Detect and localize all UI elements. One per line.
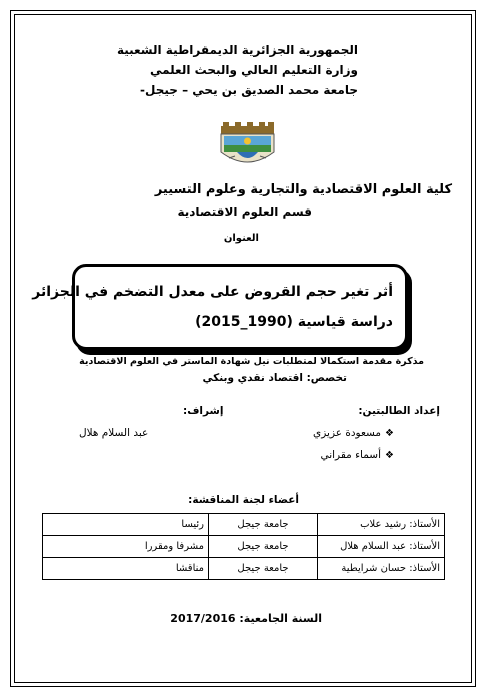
student-name: مسعودة عزيزي — [313, 427, 382, 439]
title-label: العنوان — [223, 233, 259, 244]
jury-member-role: رئيسا — [43, 514, 209, 536]
supervision-label: إشراف: — [183, 405, 224, 417]
student-item — [313, 427, 394, 439]
department-name: قسم العلوم الاقتصادية — [177, 205, 312, 219]
university-name: جامعة محمد الصديق بن يحي – جيجل- — [140, 83, 358, 97]
memo-description: مذكرة مقدمة استكمالا لمتطلبات نيل شهادة الماستر في العلوم الاقتصادية — [79, 356, 424, 367]
jury-label: أعضاء لجنة المناقشة: — [188, 494, 299, 506]
thesis-title-box — [32, 264, 408, 350]
institution-header — [118, 40, 358, 100]
student-item — [320, 449, 394, 461]
jury-member-university: جامعة جيجل — [209, 536, 318, 558]
supervisor-name: عبد السلام هلال — [79, 427, 149, 439]
faculty-name: كلية العلوم الاقتصادية والتجارية وعلوم التسيير — [154, 182, 452, 197]
jury-member-name: الأستاذ: عبد السلام هلال — [318, 536, 445, 558]
table-row — [43, 514, 445, 536]
jury-member-role: مناقشا — [43, 558, 209, 580]
specialization: تخصص: اقتصاد نقدي وبنكي — [202, 372, 347, 384]
table-row — [43, 536, 445, 558]
university-logo-icon — [215, 122, 280, 170]
jury-member-role: مشرفا ومقررا — [43, 536, 209, 558]
jury-member-university: جامعة جيجل — [209, 514, 318, 536]
jury-member-name: الأستاذ: رشيد علاب — [318, 514, 445, 536]
prepared-by-label: إعداد الطالبتين: — [358, 405, 440, 417]
thesis-subtitle: دراسة قياسية (1990_2015) — [195, 314, 393, 330]
jury-table — [42, 513, 445, 580]
ministry-name: وزارة التعليم العالي والبحث العلمي — [149, 63, 358, 77]
bullet-icon: ❖ — [385, 450, 394, 461]
jury-member-university: جامعة جيجل — [209, 558, 318, 580]
thesis-title: أثر تغير حجم القروض على معدل التضخم في الجزائر — [32, 284, 393, 300]
jury-member-name: الأستاذ: حسان شرايطية — [318, 558, 445, 580]
student-name: أسماء مقراني — [320, 449, 382, 461]
republic-name: الجمهورية الجزائرية الديمقراطية الشعبية — [116, 43, 358, 57]
bullet-icon: ❖ — [385, 428, 394, 439]
table-row — [43, 558, 445, 580]
academic-year: السنة الجامعية: 2017/2016 — [170, 612, 322, 625]
